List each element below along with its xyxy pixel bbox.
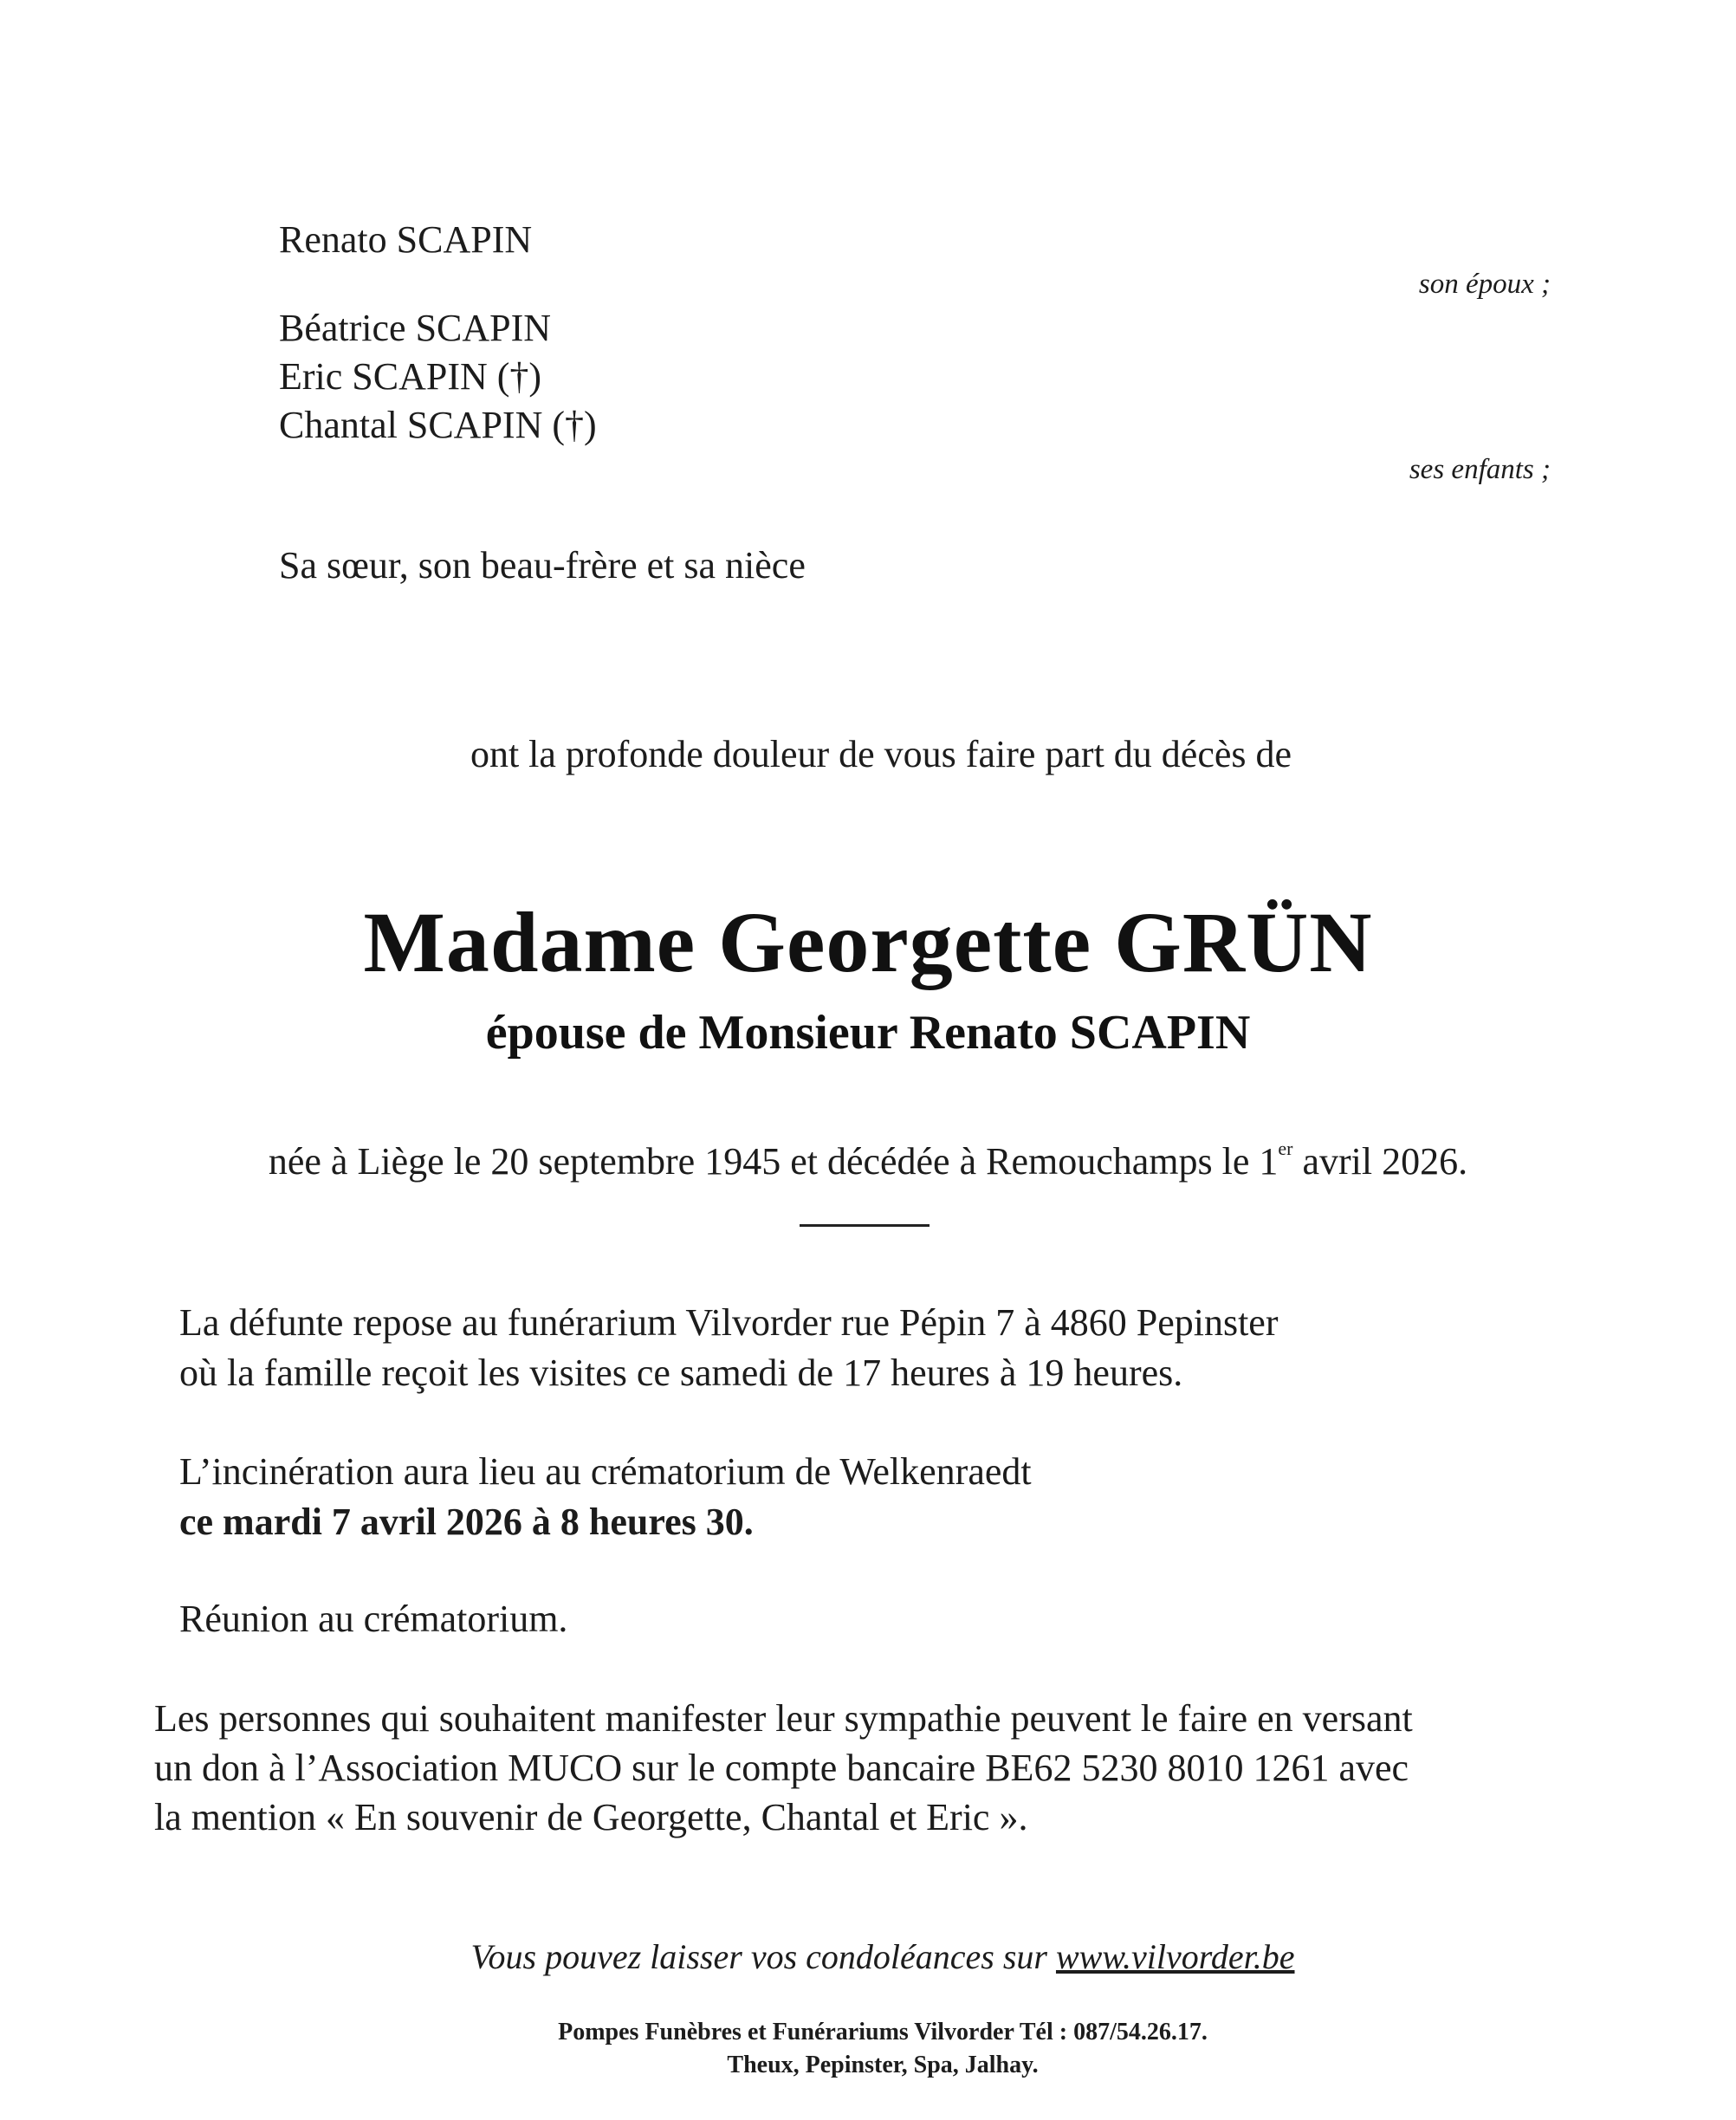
other-relatives: Sa sœur, son beau-frère et sa nièce: [279, 544, 806, 587]
birth-death-dates: [0, 1137, 1736, 1186]
child-name: Chantal SCAPIN (†): [279, 404, 597, 446]
donation-line-2: un don à l’Association MUCO sur le compte bancaire BE62 5230 8010 1261 avec: [154, 1747, 1409, 1789]
footer-line-1: Pompes Funèbres et Funérariums Vilvorder Tél : 087/54.26.17.: [558, 2019, 1208, 2045]
condolences-text: Vous pouvez laisser vos condoléances sur: [470, 1937, 1056, 1976]
divider-rule: [800, 1224, 930, 1227]
announcement-text: ont la profonde douleur de vous faire part du décès de: [470, 733, 1292, 775]
visitation-line-1: La défunte repose au funérarium Vilvorder rue Pépin 7 à 4860 Pepinster: [179, 1301, 1279, 1344]
child-name: Eric SCAPIN (†): [279, 355, 542, 398]
visitation-line-2: où la famille reçoit les visites ce samedi de 17 heures à 19 heures.: [179, 1352, 1183, 1394]
spouse-role: son époux ;: [1418, 269, 1551, 300]
dates-text: née à Liège le 20 septembre 1945 et décédée à Remouchamps le 1: [268, 1140, 1279, 1183]
cremation-line-1: L’incinération aura lieu au crématorium de Welkenraedt: [179, 1450, 1032, 1493]
children-role: ses enfants ;: [1409, 454, 1551, 485]
deceased-spouse-line: épouse de Monsieur Renato SCAPIN: [485, 1006, 1251, 1060]
spouse-name: Renato SCAPIN: [279, 218, 533, 261]
deceased-name: Madame Georgette GRÜN: [363, 894, 1373, 990]
footer-line-2: Theux, Pepinster, Spa, Jalhay.: [727, 2052, 1039, 2078]
dates-text-end: avril 2026.: [1292, 1140, 1468, 1183]
condolences-line: [0, 1936, 1736, 1977]
dates-superscript: er: [1278, 1138, 1293, 1159]
website-link[interactable]: www.vilvorder.be: [1055, 1937, 1295, 1976]
donation-line-3: la mention « En souvenir de Georgette, Chantal et Eric ».: [154, 1796, 1028, 1838]
cremation-line-2: ce mardi 7 avril 2026 à 8 heures 30.: [179, 1501, 754, 1543]
donation-line-1: Les personnes qui souhaitent manifester leur sympathie peuvent le faire en versant: [154, 1697, 1413, 1740]
reunion-text: Réunion au crématorium.: [179, 1598, 568, 1640]
child-name: Béatrice SCAPIN: [279, 307, 552, 349]
